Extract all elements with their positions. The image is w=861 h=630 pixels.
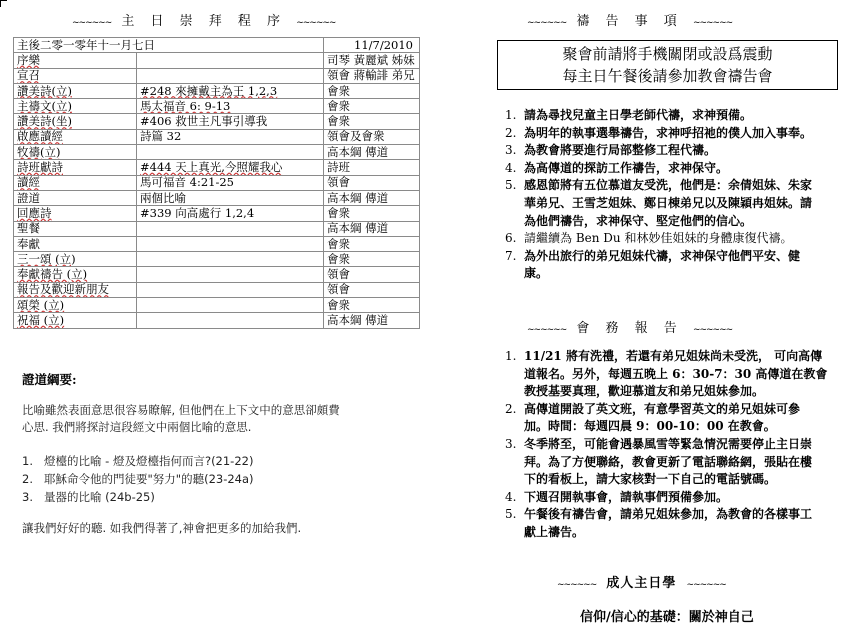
prayer-item-number: 3. xyxy=(505,143,517,158)
news-items xyxy=(497,348,845,542)
program-person: 高本綱 傳道 xyxy=(324,313,420,328)
sermon-outline-title: 證道綱要: xyxy=(22,372,77,387)
sermon-point xyxy=(22,452,412,470)
wave-ornament-right: ~~~~~~ xyxy=(686,580,726,590)
program-item: 聖餐 xyxy=(14,221,137,236)
prayer-item-line: 為高傳道的探訪工作禱告，求神保守。 xyxy=(524,160,729,175)
program-heading xyxy=(72,10,335,29)
prayer-item xyxy=(497,248,843,283)
program-row xyxy=(14,282,420,297)
program-person: 高本綱 傳道 xyxy=(324,221,420,236)
news-item-line: 道報名。另外，每週五晚上 6：30-7：30 高傳道在教會 xyxy=(524,366,828,381)
prayer-item-number: 6. xyxy=(505,231,517,246)
program-row xyxy=(14,252,420,267)
program-item: 序樂 xyxy=(14,53,137,68)
prayer-item-line: 為外出旅行的弟兄姐妹代禱，求神保守他們平安、健 xyxy=(524,248,801,263)
program-item: 宣召 xyxy=(14,68,137,83)
news-item-line: 下的看板上，請大家核對一下自己的電話號碼。 xyxy=(524,472,777,487)
news-item-line: 下週召開執事會，請執事們預備參加。 xyxy=(524,489,729,504)
program-detail xyxy=(137,53,324,68)
program-heading-title: 主 日 崇 拜 程 序 xyxy=(121,14,287,29)
program-row xyxy=(14,83,420,98)
wave-ornament-left: ~~~~~~ xyxy=(72,18,112,28)
program-item: 三一頌 (立) xyxy=(14,252,137,267)
sermon-point-number: 3. xyxy=(22,490,33,504)
news-item-number: 2. xyxy=(505,401,517,416)
prayer-item-number: 7. xyxy=(505,248,517,263)
prayer-item-line: 為教會將要進行局部整修工程代禱。 xyxy=(524,143,717,158)
program-person: 領會 蔣輸誹 弟兄 xyxy=(324,68,420,83)
program-detail: #339 向高處行 1,2,4 xyxy=(137,206,324,221)
prayer-item-number: 5. xyxy=(505,178,517,193)
news-heading xyxy=(527,317,732,336)
prayer-item-line: 感恩節將有五位慕道友受洗，他們是：余倩姐妹、朱家 xyxy=(524,178,813,193)
phone-notice-box xyxy=(497,40,838,90)
sermon-point xyxy=(22,470,412,488)
program-date-label: 主後二零一零年十一月七日 xyxy=(14,38,324,53)
prayer-heading xyxy=(527,10,732,29)
adult-school-heading xyxy=(557,572,726,591)
program-item: 詩班獻詩 xyxy=(14,160,137,175)
program-row xyxy=(14,313,420,328)
program-item: 證道 xyxy=(14,190,137,205)
program-detail: 詩篇 32 xyxy=(137,129,324,144)
program-detail: 馬可福音 4:21-25 xyxy=(137,175,324,190)
news-item xyxy=(497,348,845,401)
news-item-number: 4. xyxy=(505,489,517,504)
news-item-number: 5. xyxy=(505,507,517,522)
prayer-items xyxy=(497,107,843,283)
wave-ornament-right: ~~~~~~ xyxy=(692,18,733,28)
program-row xyxy=(14,99,420,114)
program-person: 領會 xyxy=(324,267,420,282)
wave-ornament-left: ~~~~~~ xyxy=(527,18,567,28)
program-person: 領會 xyxy=(324,282,420,297)
sermon-point-number: 1. xyxy=(22,454,33,468)
sermon-intro-line: 比喻雖然表面意思很容易瞭解, 但他們在上下文中的意思卻頗費 xyxy=(22,403,340,417)
notice-line: 聚會前請將手機關閉或設爲震動 xyxy=(562,45,773,63)
prayer-item xyxy=(497,177,843,230)
prayer-item-number: 2. xyxy=(505,125,517,140)
program-item: 讚美詩(坐) xyxy=(14,114,137,129)
program-person: 會衆 xyxy=(324,298,420,313)
wave-ornament-left: ~~~~~~ xyxy=(527,325,567,335)
sermon-point-text: 燈檯的比喻 - 燈及燈檯指何而言?(21-22) xyxy=(44,454,254,468)
program-item: 牧禱(立) xyxy=(14,145,137,160)
news-item-line: 高傳道開設了英文班，有意學習英文的弟兄姐妹可參 xyxy=(524,401,801,416)
program-row xyxy=(14,175,420,190)
program-person: 會衆 xyxy=(324,236,420,251)
adult-school-heading-title: 成人主日學 xyxy=(606,576,677,591)
program-person: 會衆 xyxy=(324,83,420,98)
program-detail xyxy=(137,282,324,297)
program-item: 啟應讀經 xyxy=(14,129,137,144)
program-detail xyxy=(137,298,324,313)
program-row xyxy=(14,221,420,236)
program-row xyxy=(14,267,420,282)
news-item-line: 午餐後有禱告會，請弟兄姐妹參加，為教會的各樣事工 xyxy=(524,507,813,522)
program-table xyxy=(13,37,420,329)
program-person: 會衆 xyxy=(324,99,420,114)
adult-school-subtitle: 信仰/信心的基礎：關於神自己 xyxy=(580,610,754,625)
prayer-item-number: 4. xyxy=(505,160,517,175)
prayer-item-line: 為明年的執事選舉禱告，求神呼招祂的僕人加入事奉。 xyxy=(524,125,813,140)
program-item: 報告及歡迎新朋友 xyxy=(14,282,137,297)
sermon-intro xyxy=(22,402,412,436)
news-item-number: 1. xyxy=(505,349,517,363)
program-detail xyxy=(137,267,324,282)
program-row xyxy=(14,145,420,160)
program-person: 領會及會衆 xyxy=(324,129,420,144)
sermon-intro-line: 心思. 我們將探討這段經文中兩個比喻的意思. xyxy=(22,420,252,434)
program-detail xyxy=(137,221,324,236)
program-row xyxy=(14,206,420,221)
program-detail xyxy=(137,252,324,267)
news-item-line: 11/21 將有洗禮，若還有弟兄姐妹尚未受洗， 可向高傳 xyxy=(524,349,823,363)
wave-ornament-left: ~~~~~~ xyxy=(557,580,597,590)
prayer-heading-title: 禱 告 事 項 xyxy=(576,14,683,29)
program-table-body xyxy=(14,38,420,329)
program-person: 會衆 xyxy=(324,206,420,221)
wave-ornament-right: ~~~~~~ xyxy=(296,18,336,28)
program-detail xyxy=(137,145,324,160)
prayer-item xyxy=(497,107,843,125)
sermon-point xyxy=(22,488,412,506)
program-header-row xyxy=(14,38,420,53)
program-row xyxy=(14,53,420,68)
news-item xyxy=(497,436,845,489)
news-item-line: 拜。為了方便聯絡，教會更新了電話聯絡網，張貼在樓 xyxy=(524,454,813,469)
program-detail: 馬太福音 6: 9-13 xyxy=(137,99,324,114)
prayer-item-number: 1. xyxy=(505,108,517,122)
news-item-number: 3. xyxy=(505,436,517,451)
prayer-item-line: 康。 xyxy=(524,266,549,281)
program-detail xyxy=(137,68,324,83)
program-person: 司琴 黃麗斌 姊妹 xyxy=(324,53,420,68)
sermon-point-text: 耶穌命令他的門徒要"努力"的聽(23-24a) xyxy=(44,472,254,486)
program-detail: #406 救世主凡事引導我 xyxy=(137,114,324,129)
news-item-line: 冬季將至，可能會遇暴風雪等緊急情況需要停止主日崇 xyxy=(524,436,813,451)
news-item-line: 加。時間：每週四晨 9：00-10：00 在教會。 xyxy=(524,419,776,434)
sermon-point-number: 2. xyxy=(22,472,33,486)
program-item: 主禱文(立) xyxy=(14,99,137,114)
sermon-point-text: 量器的比喻 (24b-25) xyxy=(44,490,155,504)
news-item xyxy=(497,489,845,507)
program-item: 讀經 xyxy=(14,175,137,190)
program-item: 奉獻禱告 (立) xyxy=(14,267,137,282)
program-row xyxy=(14,298,420,313)
program-person: 會衆 xyxy=(324,114,420,129)
program-item: 祝福 (立) xyxy=(14,313,137,328)
program-item: 回應詩 xyxy=(14,206,137,221)
program-row xyxy=(14,236,420,251)
news-item-line: 獻上禱告。 xyxy=(524,524,585,539)
program-person: 會衆 xyxy=(324,252,420,267)
prayer-item-line: 為他們禱告，求神保守、堅定他們的信心。 xyxy=(524,213,753,228)
program-person: 高本綱 傳道 xyxy=(324,190,420,205)
program-row xyxy=(14,114,420,129)
program-person: 高本綱 傳道 xyxy=(324,145,420,160)
prayer-item xyxy=(497,230,843,248)
program-item: 讚美詩(立) xyxy=(14,83,137,98)
program-row xyxy=(14,160,420,175)
prayer-item xyxy=(497,160,843,178)
sermon-closing: 讓我們好好的聽. 如我們得著了,神會把更多的加給我們. xyxy=(22,521,302,535)
program-detail: #444 天上真光,今照耀我心 xyxy=(137,160,324,175)
program-row xyxy=(14,68,420,83)
prayer-item-line: 請繼續為 Ben Du 和林妙佳姐妹的身體康復代禱。 xyxy=(524,231,793,246)
program-row xyxy=(14,129,420,144)
program-detail: 兩個比喻 xyxy=(137,190,324,205)
sermon-points xyxy=(22,452,412,506)
page-corner-mark xyxy=(0,0,7,7)
program-detail: #248 來擁戴主為王 1,2,3 xyxy=(137,83,324,98)
news-heading-title: 會 務 報 告 xyxy=(576,321,683,336)
program-person: 領會 xyxy=(324,175,420,190)
program-item: 頌榮 (立) xyxy=(14,298,137,313)
notice-line: 每主日午餐後請參加教會禱告會 xyxy=(562,67,773,85)
news-item xyxy=(497,506,845,541)
program-row xyxy=(14,190,420,205)
wave-ornament-right: ~~~~~~ xyxy=(692,325,733,335)
program-date-value: 11/7/2010 xyxy=(324,38,420,53)
program-detail xyxy=(137,236,324,251)
prayer-item xyxy=(497,142,843,160)
prayer-item-line: 華弟兄、王雪芝姐妹、鄭日棟弟兄以及陳穎冉姐妹。請 xyxy=(524,195,813,210)
prayer-item xyxy=(497,125,843,143)
program-item: 奉獻 xyxy=(14,236,137,251)
program-person: 詩班 xyxy=(324,160,420,175)
prayer-item-line: 請為尋找兒童主日學老師代禱，求神預備。 xyxy=(524,108,753,122)
news-item xyxy=(497,401,845,436)
program-detail xyxy=(137,313,324,328)
news-item-line: 教授基要真理，歡迎慕道友和弟兄姐妹參加。 xyxy=(524,384,765,399)
